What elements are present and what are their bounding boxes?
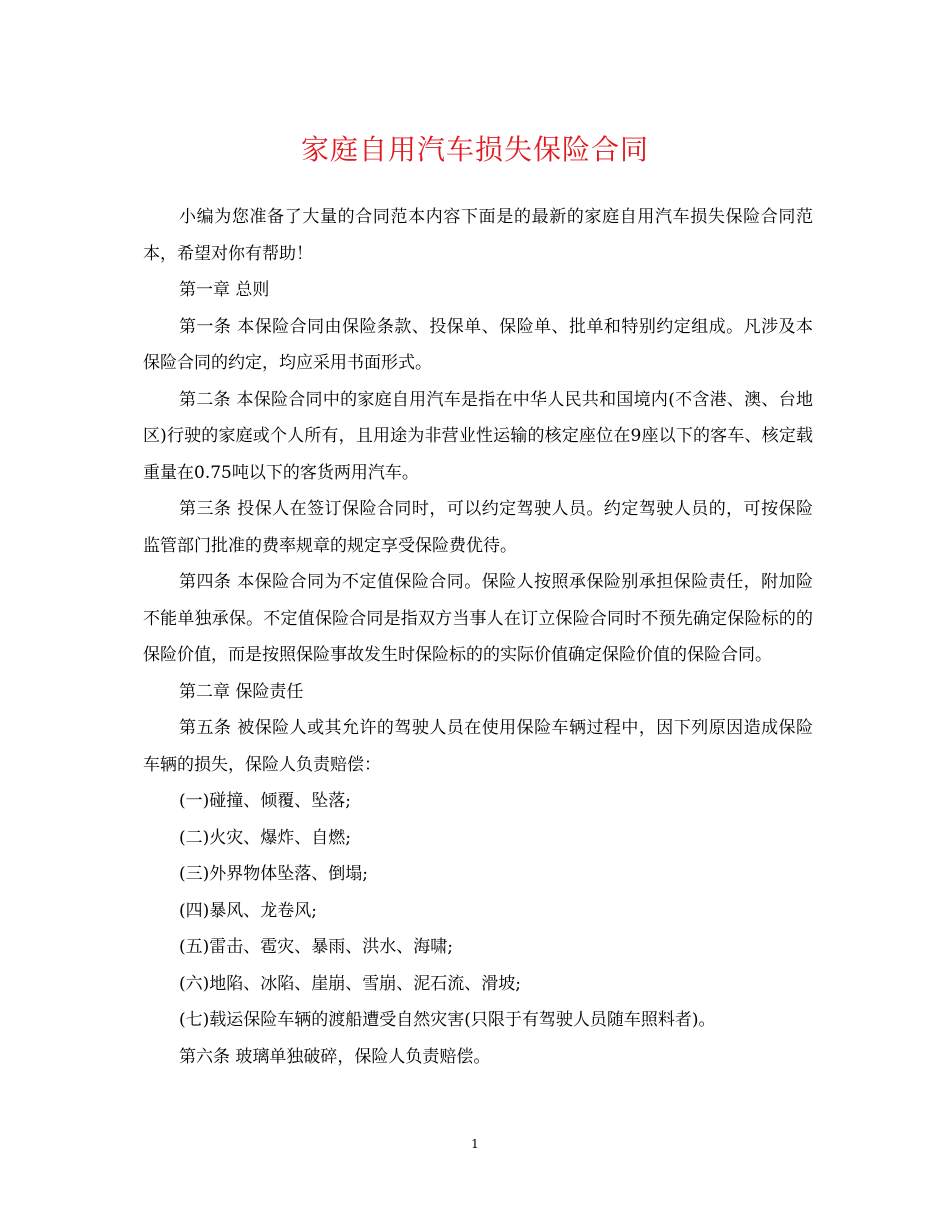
list-item: (四)暴风、龙卷风; (179, 900, 317, 921)
article-paragraph: 第四条 本保险合同为不定值保险合同。保险人按照承保险别承担保险责任，附加险不能单独承保。不定值保险合同是指双方当事人在订立保险合同时不预先确定保险标的的保险价值，而是按照保险事故发生时保险标的的实际价值确定保险价值的保险合同。 (143, 572, 813, 665)
article-paragraph: 第一条 本保险合同由保险条款、投保单、保险单、批单和特别约定组成。凡涉及本保险合同的约定，均应采用书面形式。 (143, 316, 813, 373)
article-paragraph: 第三条 投保人在签订保险合同时，可以约定驾驶人员。约定驾驶人员的，可按保险监管部门批准的费率规章的规定享受保险费优待。 (143, 499, 813, 556)
list-item: (一)碰撞、倾覆、坠落; (179, 791, 351, 811)
article-paragraph: 第六条 玻璃单独破碎，保险人负责赔偿。 (179, 1046, 491, 1067)
chapter-heading: 第一章 总则 (179, 280, 270, 300)
list-item: (七)载运保险车辆的渡船遭受自然灾害(只限于有驾驶人员随车照料者)。 (179, 1010, 716, 1030)
list-item: (六)地陷、冰陷、崖崩、雪崩、泥石流、滑坡; (179, 973, 521, 994)
document-title: 家庭自用汽车损失保险合同 (300, 133, 649, 166)
article-paragraph: 第五条 被保险人或其允许的驾驶人员在使用保险车辆过程中，因下列原因造成保险车辆的损失，保险人负责赔偿： (143, 718, 813, 775)
intro-paragraph: 小编为您准备了大量的合同范本内容下面是的最新的家庭自用汽车损失保险合同范本，希望对你有帮助！ (143, 207, 813, 264)
article-paragraph: 第二条 本保险合同中的家庭自用汽车是指在中华人民共和国境内(不含港、澳、台地区)行驶的家庭或个人所有，且用途为非营业性运输的核定座位在9座以下的客车、核定载重量在0.75吨以下的客货两用汽车。 (143, 389, 813, 483)
list-item: (二)火灾、爆炸、自燃; (179, 827, 351, 848)
list-item: (三)外界物体坠落、倒塌; (179, 864, 368, 884)
list-item: (五)雷击、雹灾、暴雨、洪水、海啸; (179, 937, 453, 957)
document-body (143, 199, 813, 1075)
page-number: 1 (471, 1137, 479, 1151)
chapter-heading: 第二章 保险责任 (179, 681, 304, 702)
